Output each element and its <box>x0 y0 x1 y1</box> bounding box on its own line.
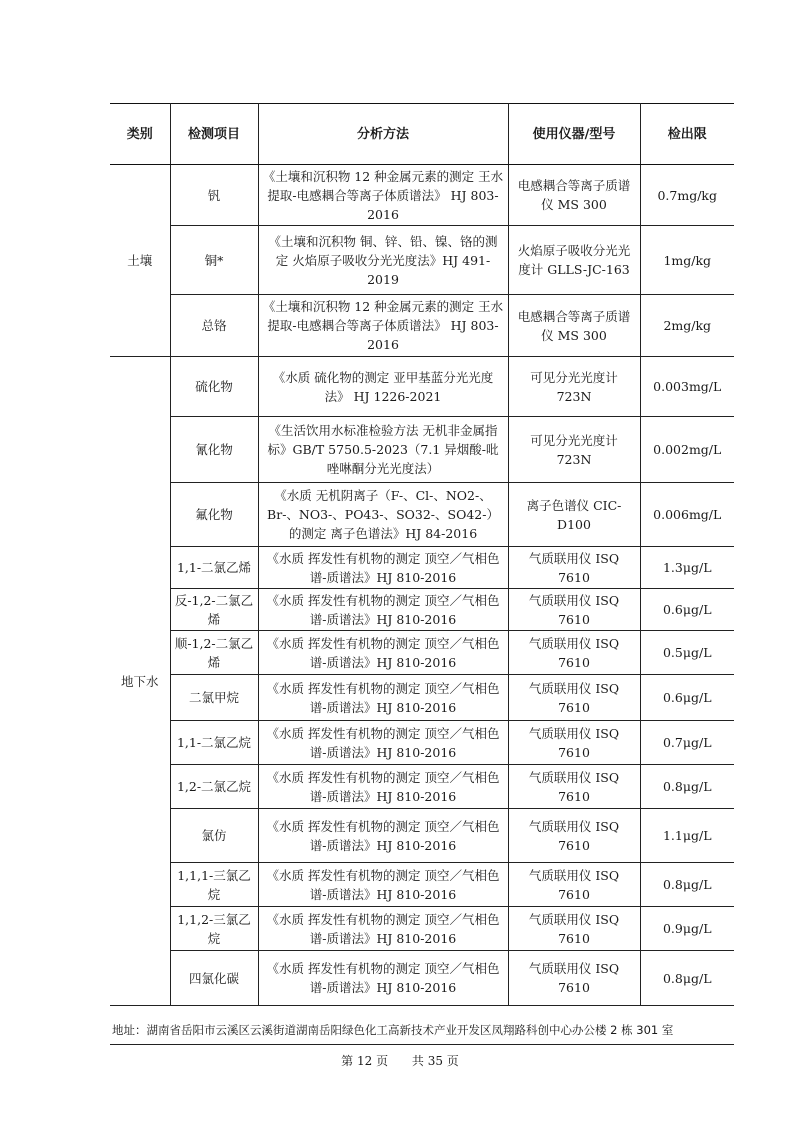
item-cell: 铜* <box>170 226 258 295</box>
method-cell: 《水质 挥发性有机物的测定 顶空／气相色谱-质谱法》HJ 810-2016 <box>258 863 508 907</box>
instrument-cell: 离子色谱仪 CIC-D100 <box>508 483 640 547</box>
item-cell: 二氯甲烷 <box>170 675 258 721</box>
limit-cell: 0.9μg/L <box>640 907 734 951</box>
item-cell: 反-1,2-二氯乙烯 <box>170 589 258 631</box>
method-cell: 《土壤和沉积物 铜、锌、铅、镍、铬的测定 火焰原子吸收分光光度法》HJ 491-2019 <box>258 226 508 295</box>
table-row <box>110 226 734 295</box>
limit-cell: 0.7mg/kg <box>640 165 734 226</box>
table-row <box>110 907 734 951</box>
item-cell: 总铬 <box>170 295 258 357</box>
method-cell: 《水质 挥发性有机物的测定 顶空／气相色谱-质谱法》HJ 810-2016 <box>258 547 508 589</box>
table-row <box>110 721 734 765</box>
page-total: 共 35 页 <box>411 1054 459 1068</box>
instrument-cell: 气质联用仪 ISQ 7610 <box>508 721 640 765</box>
table-row <box>110 589 734 631</box>
instrument-cell: 气质联用仪 ISQ 7610 <box>508 631 640 675</box>
method-cell: 《生活饮用水标准检验方法 无机非金属指标》GB/T 5750.5-2023（7.1 异烟酸-吡唑啉酮分光光度法） <box>258 417 508 483</box>
page-number <box>0 1052 800 1069</box>
method-cell: 《水质 挥发性有机物的测定 顶空／气相色谱-质谱法》HJ 810-2016 <box>258 589 508 631</box>
limit-cell: 2mg/kg <box>640 295 734 357</box>
header-category: 类别 <box>110 104 170 165</box>
table-row <box>110 809 734 863</box>
limit-cell: 0.002mg/L <box>640 417 734 483</box>
page-current: 第 12 页 <box>341 1054 389 1068</box>
category-groundwater: 地下水 <box>110 357 170 1006</box>
method-cell: 《水质 挥发性有机物的测定 顶空／气相色谱-质谱法》HJ 810-2016 <box>258 631 508 675</box>
instrument-cell: 气质联用仪 ISQ 7610 <box>508 589 640 631</box>
item-cell: 1,1-二氯乙烷 <box>170 721 258 765</box>
category-soil: 土壤 <box>110 165 170 357</box>
table-header-row <box>110 104 734 165</box>
header-limit: 检出限 <box>640 104 734 165</box>
method-cell: 《水质 挥发性有机物的测定 顶空／气相色谱-质谱法》HJ 810-2016 <box>258 721 508 765</box>
item-cell: 1,1,2-三氯乙烷 <box>170 907 258 951</box>
item-cell: 顺-1,2-二氯乙烯 <box>170 631 258 675</box>
table-row <box>110 765 734 809</box>
header-item: 检测项目 <box>170 104 258 165</box>
table-row <box>110 675 734 721</box>
item-cell: 1,1,1-三氯乙烷 <box>170 863 258 907</box>
item-cell: 硫化物 <box>170 357 258 417</box>
instrument-cell: 气质联用仪 ISQ 7610 <box>508 907 640 951</box>
method-cell: 《水质 无机阴离子（F-、Cl-、NO2-、Br-、NO3-、PO43-、SO32-、SO42-）的测定 离子色谱法》HJ 84-2016 <box>258 483 508 547</box>
table-row <box>110 951 734 1006</box>
table-row <box>110 165 734 226</box>
limit-cell: 0.6μg/L <box>640 589 734 631</box>
instrument-cell: 可见分光光度计 723N <box>508 417 640 483</box>
limit-cell: 0.6μg/L <box>640 675 734 721</box>
instrument-cell: 电感耦合等离子质谱仪 MS 300 <box>508 165 640 226</box>
item-cell: 钒 <box>170 165 258 226</box>
detection-methods-table <box>110 103 734 1006</box>
instrument-cell: 气质联用仪 ISQ 7610 <box>508 547 640 589</box>
instrument-cell: 火焰原子吸收分光光度计 GLLS-JC-163 <box>508 226 640 295</box>
item-cell: 1,2-二氯乙烷 <box>170 765 258 809</box>
limit-cell: 0.5μg/L <box>640 631 734 675</box>
footer-divider <box>110 1044 734 1045</box>
limit-cell: 0.7μg/L <box>640 721 734 765</box>
method-cell: 《水质 挥发性有机物的测定 顶空／气相色谱-质谱法》HJ 810-2016 <box>258 907 508 951</box>
header-instrument: 使用仪器/型号 <box>508 104 640 165</box>
method-cell: 《水质 挥发性有机物的测定 顶空／气相色谱-质谱法》HJ 810-2016 <box>258 675 508 721</box>
limit-cell: 1.1μg/L <box>640 809 734 863</box>
instrument-cell: 可见分光光度计 723N <box>508 357 640 417</box>
item-cell: 氰化物 <box>170 417 258 483</box>
method-cell: 《土壤和沉积物 12 种金属元素的测定 王水提取-电感耦合等离子体质谱法》 HJ 803-2016 <box>258 295 508 357</box>
method-cell: 《土壤和沉积物 12 种金属元素的测定 王水提取-电感耦合等离子体质谱法》 HJ 803-2016 <box>258 165 508 226</box>
limit-cell: 1mg/kg <box>640 226 734 295</box>
instrument-cell: 气质联用仪 ISQ 7610 <box>508 765 640 809</box>
instrument-cell: 气质联用仪 ISQ 7610 <box>508 809 640 863</box>
method-cell: 《水质 硫化物的测定 亚甲基蓝分光光度法》 HJ 1226-2021 <box>258 357 508 417</box>
instrument-cell: 气质联用仪 ISQ 7610 <box>508 675 640 721</box>
item-cell: 氟化物 <box>170 483 258 547</box>
method-cell: 《水质 挥发性有机物的测定 顶空／气相色谱-质谱法》HJ 810-2016 <box>258 765 508 809</box>
instrument-cell: 气质联用仪 ISQ 7610 <box>508 863 640 907</box>
limit-cell: 1.3μg/L <box>640 547 734 589</box>
table-row <box>110 863 734 907</box>
footer-address: 地址：湖南省岳阳市云溪区云溪街道湖南岳阳绿色化工高新技术产业开发区凤翔路科创中心办公楼 2 栋 301 室 <box>112 1023 674 1037</box>
method-cell: 《水质 挥发性有机物的测定 顶空／气相色谱-质谱法》HJ 810-2016 <box>258 951 508 1006</box>
table-row <box>110 483 734 547</box>
table-row <box>110 357 734 417</box>
limit-cell: 0.003mg/L <box>640 357 734 417</box>
limit-cell: 0.8μg/L <box>640 765 734 809</box>
header-method: 分析方法 <box>258 104 508 165</box>
instrument-cell: 气质联用仪 ISQ 7610 <box>508 951 640 1006</box>
table-row <box>110 547 734 589</box>
method-cell: 《水质 挥发性有机物的测定 顶空／气相色谱-质谱法》HJ 810-2016 <box>258 809 508 863</box>
item-cell: 氯仿 <box>170 809 258 863</box>
table-row <box>110 417 734 483</box>
limit-cell: 0.006mg/L <box>640 483 734 547</box>
limit-cell: 0.8μg/L <box>640 951 734 1006</box>
table-row <box>110 631 734 675</box>
instrument-cell: 电感耦合等离子质谱仪 MS 300 <box>508 295 640 357</box>
item-cell: 1,1-二氯乙烯 <box>170 547 258 589</box>
item-cell: 四氯化碳 <box>170 951 258 1006</box>
table-row <box>110 295 734 357</box>
limit-cell: 0.8μg/L <box>640 863 734 907</box>
